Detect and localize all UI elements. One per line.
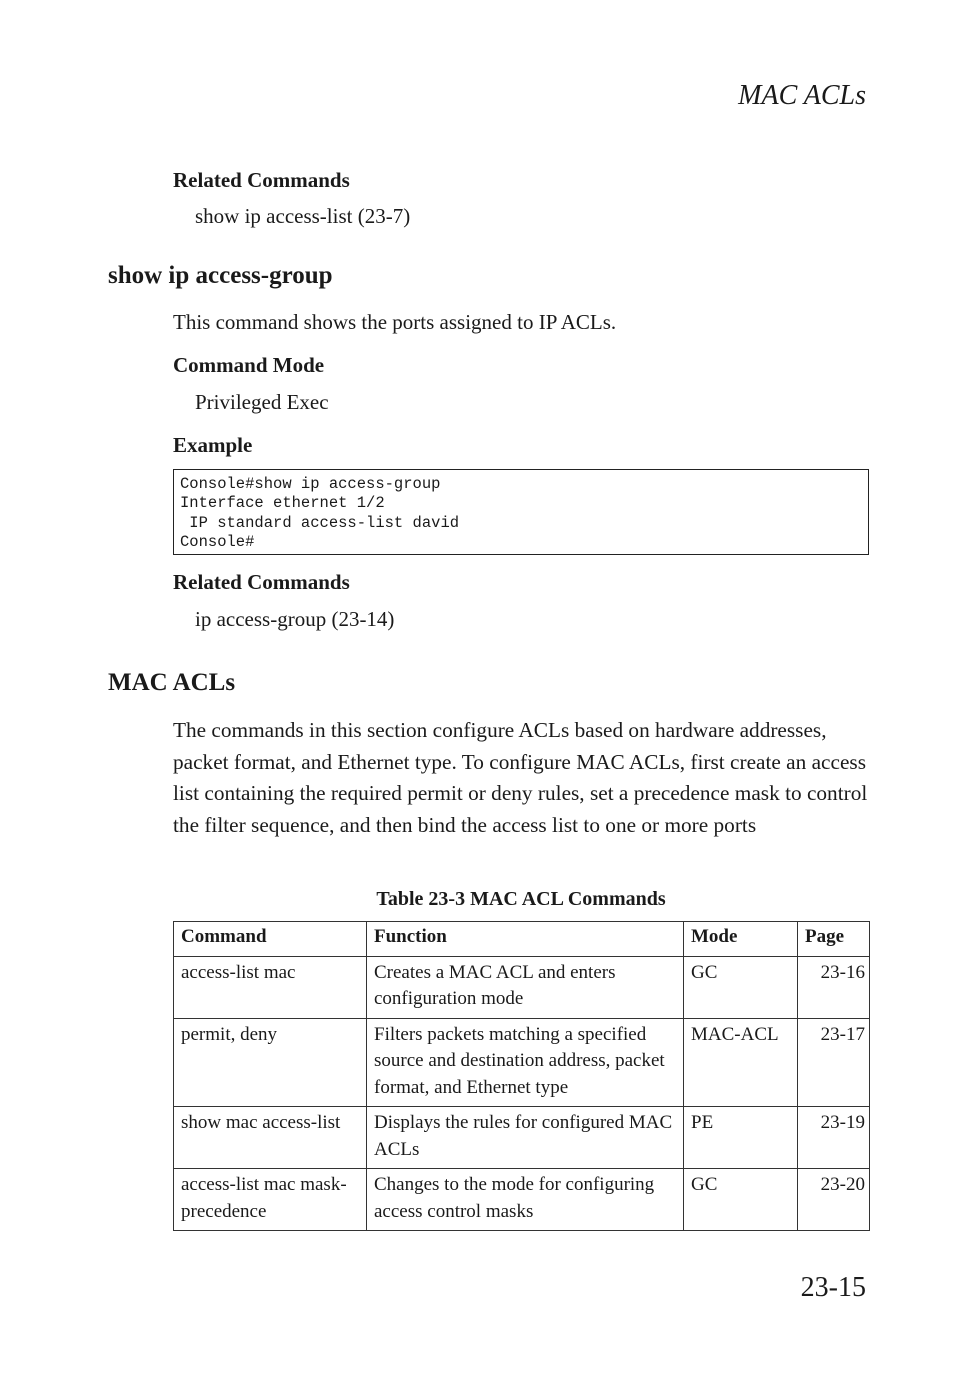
cell-page: 23-20	[798, 1169, 870, 1231]
table-row	[174, 1107, 870, 1169]
cell-mode: MAC-ACL	[684, 1018, 798, 1107]
related-command-item: ip access-group (23-14)	[195, 607, 395, 631]
code-line: Console#	[180, 532, 255, 551]
cell-function: Displays the rules for configured MAC ACLs	[367, 1107, 684, 1169]
table-row	[174, 956, 870, 1018]
column-header-page: Page	[798, 922, 870, 957]
cell-function: Changes to the mode for configuring access control masks	[367, 1169, 684, 1231]
code-line: IP standard access-list david	[180, 513, 460, 532]
running-header: MAC ACLs	[738, 80, 866, 111]
cell-page: 23-19	[798, 1107, 870, 1169]
example-heading: Example	[173, 433, 253, 457]
table-row	[174, 1018, 870, 1107]
cell-mode: GC	[684, 956, 798, 1018]
mac-acl-commands-table	[173, 921, 870, 1231]
cell-function: Creates a MAC ACL and enters configuration mode	[367, 956, 684, 1018]
related-commands-heading: Related Commands	[173, 570, 350, 594]
column-header-function: Function	[367, 922, 684, 957]
cell-function: Filters packets matching a specified source and destination address, packet format, and Ethernet type	[367, 1018, 684, 1107]
cell-mode: PE	[684, 1107, 798, 1169]
related-commands-heading: Related Commands	[173, 168, 350, 192]
command-description: This command shows the ports assigned to IP ACLs.	[173, 310, 617, 334]
command-mode-value: Privileged Exec	[195, 390, 329, 414]
show-ip-access-group-title: show ip access-group	[108, 262, 333, 289]
cell-command: permit, deny	[174, 1018, 367, 1107]
mac-acls-paragraph: The commands in this section configure ACLs based on hardware addresses, packet format, and Ethernet type. To configure MAC ACLs, first create an access list containing the required permit or deny rules, set a precedence mask to control the filter sequence, and then bind the access list to one or more ports	[173, 718, 868, 837]
column-header-mode: Mode	[684, 922, 798, 957]
code-line: Interface ethernet 1/2	[180, 494, 385, 513]
cell-command: access-list mac	[174, 956, 367, 1018]
command-mode-heading: Command Mode	[173, 353, 325, 377]
example-code-block	[173, 469, 869, 555]
table-row	[174, 1169, 870, 1231]
table-header-row	[174, 922, 870, 957]
code-line: Console#show ip access-group	[180, 475, 441, 493]
column-header-command: Command	[174, 922, 367, 957]
cell-page: 23-16	[798, 956, 870, 1018]
page-number: 23-15	[800, 1272, 866, 1303]
related-command-item: show ip access-list (23-7)	[195, 204, 411, 228]
cell-mode: GC	[684, 1169, 798, 1231]
mac-acls-title: MAC ACLs	[108, 669, 236, 696]
cell-page: 23-17	[798, 1018, 870, 1107]
cell-command: show mac access-list	[174, 1107, 367, 1169]
table-caption: Table 23-3 MAC ACL Commands	[376, 888, 666, 910]
cell-command: access-list mac mask-precedence	[174, 1169, 367, 1231]
